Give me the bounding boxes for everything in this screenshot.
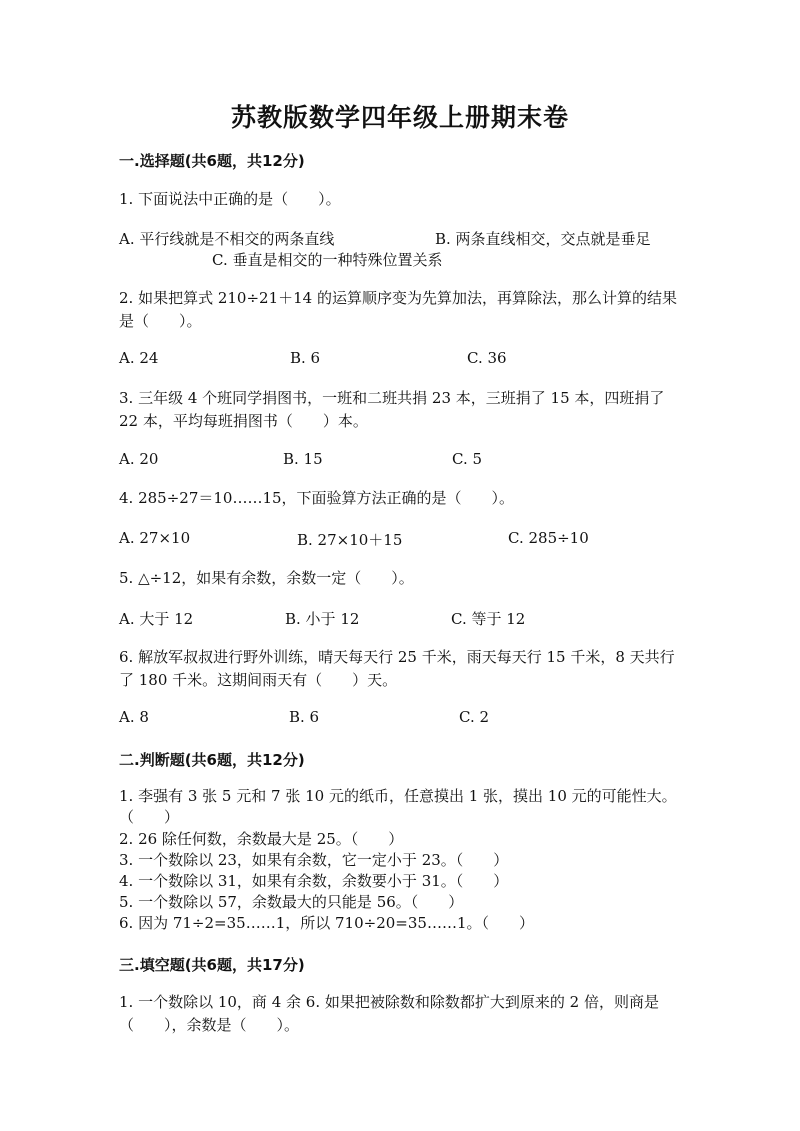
judgment-item: 3. 一个数除以 23，如果有余数，它一定小于 23。（ ） <box>119 851 509 869</box>
fill-item: 1. 一个数除以 10，商 4 余 6. 如果把被除数和除数都扩大到原来的 2 倍，则商是（ ），余数是（ ）。 <box>119 993 659 1034</box>
option-c: C. 垂直是相交的一种特殊位置关系 <box>212 251 443 269</box>
question-text: 3. 三年级 4 个班同学捐图书，一班和二班共捐 23 本，三班捐了 15 本，四班捐了 22 本，平均每班捐图书（ ）本。 <box>119 389 665 430</box>
option-a: A. 平行线就是不相交的两条直线 <box>119 230 335 248</box>
question-text: 6. 解放军叔叔进行野外训练，晴天每天行 25 千米，雨天每天行 15 千米，8 天共行了 180 千米。这期间雨天有（ ）天。 <box>119 648 675 689</box>
section-header-judgment: 二.判断题(共6题，共12分) <box>119 751 305 769</box>
question-text: 1. 下面说法中正确的是（ ）。 <box>119 190 341 208</box>
option-b: B. 15 <box>283 450 323 468</box>
judgment-item: 6. 因为 71÷2=35……1，所以 710÷20=35……1。（ ） <box>119 914 534 932</box>
section-header-fill: 三.填空题(共6题，共17分) <box>119 956 305 974</box>
option-b: B. 6 <box>289 708 320 726</box>
option-b: B. 两条直线相交，交点就是垂足 <box>435 230 651 248</box>
question-text: 2. 如果把算式 210÷21＋14 的运算顺序变为先算加法，再算除法，那么计算的结果是（ ）。 <box>119 289 677 330</box>
option-a: A. 27×10 <box>119 529 191 547</box>
section-header-choice: 一.选择题(共6题，共12分) <box>119 152 305 170</box>
option-c: C. 36 <box>467 349 507 367</box>
judgment-item: 1. 李强有 3 张 5 元和 7 张 10 元的纸币，任意摸出 1 张，摸出 10 元的可能性大。（ ） <box>119 787 677 826</box>
option-b: B. 小于 12 <box>285 610 360 628</box>
option-c: C. 2 <box>459 708 490 726</box>
judgment-item: 5. 一个数除以 57，余数最大的只能是 56。（ ） <box>119 893 464 911</box>
option-c: C. 5 <box>452 450 483 468</box>
page-title: 苏教版数学四年级上册期末卷 <box>230 103 569 132</box>
question-text: 5. △÷12，如果有余数，余数一定（ ）。 <box>119 569 414 587</box>
option-a: A. 20 <box>119 450 159 468</box>
option-a: A. 24 <box>119 349 159 367</box>
option-a: A. 大于 12 <box>119 610 194 628</box>
option-c: C. 等于 12 <box>451 610 526 628</box>
option-c: C. 285÷10 <box>508 529 589 547</box>
option-a: A. 8 <box>119 708 149 726</box>
option-b: B. 6 <box>290 349 321 367</box>
judgment-item: 4. 一个数除以 31，如果有余数，余数要小于 31。（ ） <box>119 872 509 890</box>
option-b: B. 27×10＋15 <box>297 531 403 549</box>
question-text: 4. 285÷27＝10……15，下面验算方法正确的是（ ）。 <box>119 489 515 507</box>
judgment-item: 2. 26 除任何数，余数最大是 25。（ ） <box>119 830 404 848</box>
